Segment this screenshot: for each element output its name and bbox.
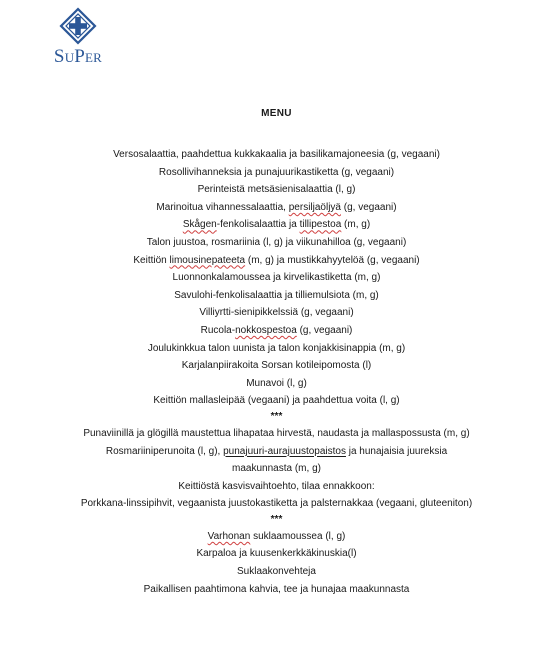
menu-item-text: Luonnonkalamoussea ja kirvelikastiketta (m, g) xyxy=(172,272,381,284)
menu-item-text: Suklaakonvehteja xyxy=(237,566,316,578)
menu-item xyxy=(0,545,553,563)
menu-item-text: (g, vegaani) xyxy=(340,201,397,213)
menu-item xyxy=(0,252,553,270)
menu-item xyxy=(0,287,553,305)
menu-item xyxy=(0,304,553,322)
menu-item-text: Joulukinkkua talon uunista ja talon konjakkisinappia (m, g) xyxy=(147,342,406,354)
menu-item-text: Marinoitua vihannessalaattia, xyxy=(156,201,289,213)
menu-title: MENU xyxy=(261,108,292,119)
menu-item-text: Talon juustoa, rosmariinia (l, g) ja viikunahilloa (g, vegaani) xyxy=(146,236,407,248)
menu-item-text: Villiyrtti-sienipikkelssiä (g, vegaani) xyxy=(199,307,354,319)
menu-item-text: Keittiön xyxy=(133,254,170,266)
menu-item-text: Skågen xyxy=(182,219,217,231)
menu-item xyxy=(0,357,553,375)
menu-item-text: Varhonan xyxy=(207,530,251,542)
menu-item-text: Karpaloa ja kuusenkerkkäkinuskia(l) xyxy=(196,548,357,560)
super-diamond-cross-icon xyxy=(58,6,98,46)
course-separator: *** xyxy=(270,410,283,422)
menu-item xyxy=(0,216,553,234)
menu-item-text: (m, g) ja mustikkahyytelöä (g, vegaani) xyxy=(245,254,420,266)
menu-item-text: ja hunajaisia juureksia xyxy=(345,445,448,457)
menu-item xyxy=(0,340,553,358)
menu-item xyxy=(0,460,553,478)
menu-item-text: punajuuri-aurajuustopaistos xyxy=(223,445,346,457)
menu-item-text: Karjalanpiirakoita Sorsan kotileipomosta (l) xyxy=(181,360,372,372)
menu-item-text: nokkospestoa xyxy=(235,324,297,336)
menu-item xyxy=(0,581,553,599)
menu-body xyxy=(0,146,553,598)
menu-item xyxy=(0,528,553,546)
menu-item xyxy=(0,146,553,164)
menu-item-text: Rucola- xyxy=(200,324,236,336)
menu-item-text: tillipestoa xyxy=(299,219,342,231)
menu-item xyxy=(0,322,553,340)
menu-item-text: limousinepateeta xyxy=(169,254,246,266)
menu-item xyxy=(0,234,553,252)
menu-item-text: Savulohi-fenkolisalaattia ja tilliemulsiota (m, g) xyxy=(174,289,379,301)
menu-item xyxy=(0,478,553,496)
menu-item-text: Perinteistä metsäsienisalaattia (l, g) xyxy=(197,184,356,196)
menu-item-text: (m, g) xyxy=(341,219,371,231)
menu-item xyxy=(0,425,553,443)
menu-item-text: persiljaöljyä xyxy=(288,201,341,213)
menu-item-text: (g, vegaani) xyxy=(296,324,353,336)
menu-item-text: Versosalaattia, paahdettua kukkakaalia ja basilikamajoneesia (g, vegaani) xyxy=(113,149,440,160)
menu-item xyxy=(0,495,553,513)
menu-item xyxy=(0,563,553,581)
brand-name: SuPer xyxy=(53,46,103,67)
menu-item xyxy=(0,269,553,287)
menu-item-text: Munavoi (l, g) xyxy=(246,377,307,389)
menu-item xyxy=(0,392,553,410)
menu-item-text: Punaviinillä ja glögillä maustettua lihapataa hirvestä, naudasta ja mallaspossusta (m, g) xyxy=(83,427,470,439)
menu-item xyxy=(0,443,553,461)
menu-item-text: -fenkolisalaattia ja xyxy=(216,219,300,231)
menu-item xyxy=(0,181,553,199)
super-logo xyxy=(38,6,118,70)
menu-item xyxy=(0,199,553,217)
menu-item-text: Keittiöstä kasvisvaihtoehto, tilaa ennakkoon: xyxy=(178,480,375,492)
course-separator: *** xyxy=(270,513,283,525)
menu-item-text: Rosmariiniperunoita (l, g), xyxy=(105,445,224,457)
menu-item-text: maakunnasta (m, g) xyxy=(232,463,321,475)
menu-item-text: Keittiön mallasleipää (vegaani) ja paahdettua voita (l, g) xyxy=(153,395,400,407)
menu-item-text: Porkkana-linssipihvit, vegaanista juustokastiketta ja palsternakkaa (vegaani, gluteeniton) xyxy=(80,498,473,510)
menu-item-text: Paikallisen paahtimona kahvia, tee ja hunajaa maakunnasta xyxy=(143,583,410,595)
menu-item xyxy=(0,375,553,393)
menu-item-text: Rosollivihanneksia ja punajuurikastiketta (g, vegaani) xyxy=(158,166,395,178)
menu-item-text: suklaamoussea (l, g) xyxy=(250,530,346,542)
menu-item xyxy=(0,164,553,182)
